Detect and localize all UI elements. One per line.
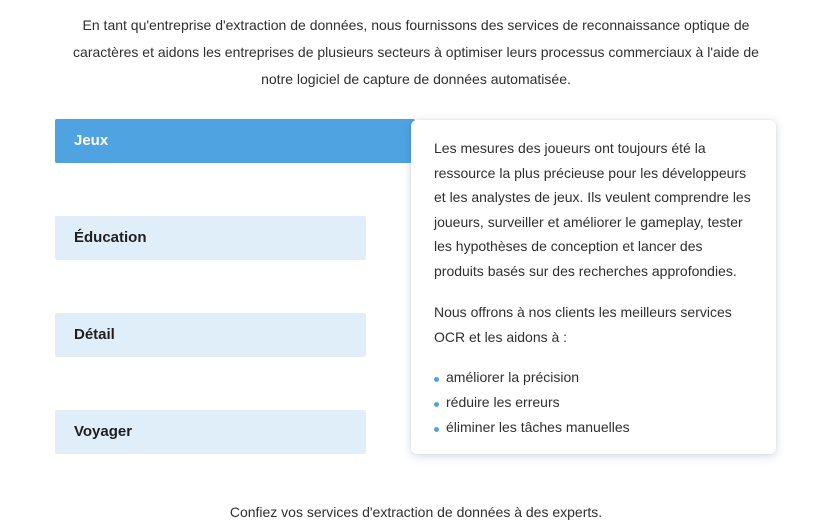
list-item-label: réduire les erreurs [446,394,560,410]
tab-education[interactable]: Éducation [55,216,366,260]
list-item-label: éliminer les tâches manuelles [446,419,630,435]
list-item [434,415,754,440]
tab-voyager[interactable]: Voyager [55,410,366,454]
bullet-dot-icon [434,402,439,407]
tab-content-panel [411,120,776,454]
intro-text: En tant qu'entreprise d'extraction de données, nous fournissons des services de reconnaissance optique de caractères et aidons les entreprises de plusieurs secteurs à optimiser leurs processus commerciaux à l'aide de notre logiciel de capture de données automatisée. [73,17,759,87]
panel-paragraph-1: Les mesures des joueurs ont toujours été la ressource la plus précieuse pour les développeurs et les analystes de jeux. Ils veulent comprendre les joueurs, surveiller et améliorer le gameplay, tester les hypothèses de conception et lancer des produits basés sur des recherches approfondies. [434,140,751,279]
benefits-list [434,365,754,440]
list-item-label: améliorer la précision [446,369,580,385]
tab-jeux[interactable]: Jeux [55,119,415,163]
bullet-dot-icon [434,427,439,432]
footer-text: Confiez vos services d'extraction de données à des experts. [229,504,603,520]
list-item [434,390,754,415]
panel-paragraph-2: Nous offrons à nos clients les meilleurs services OCR et les aidons à : [434,304,732,345]
bullet-dot-icon [434,377,439,382]
tab-detail[interactable]: Détail [55,313,366,357]
list-item [434,365,754,390]
